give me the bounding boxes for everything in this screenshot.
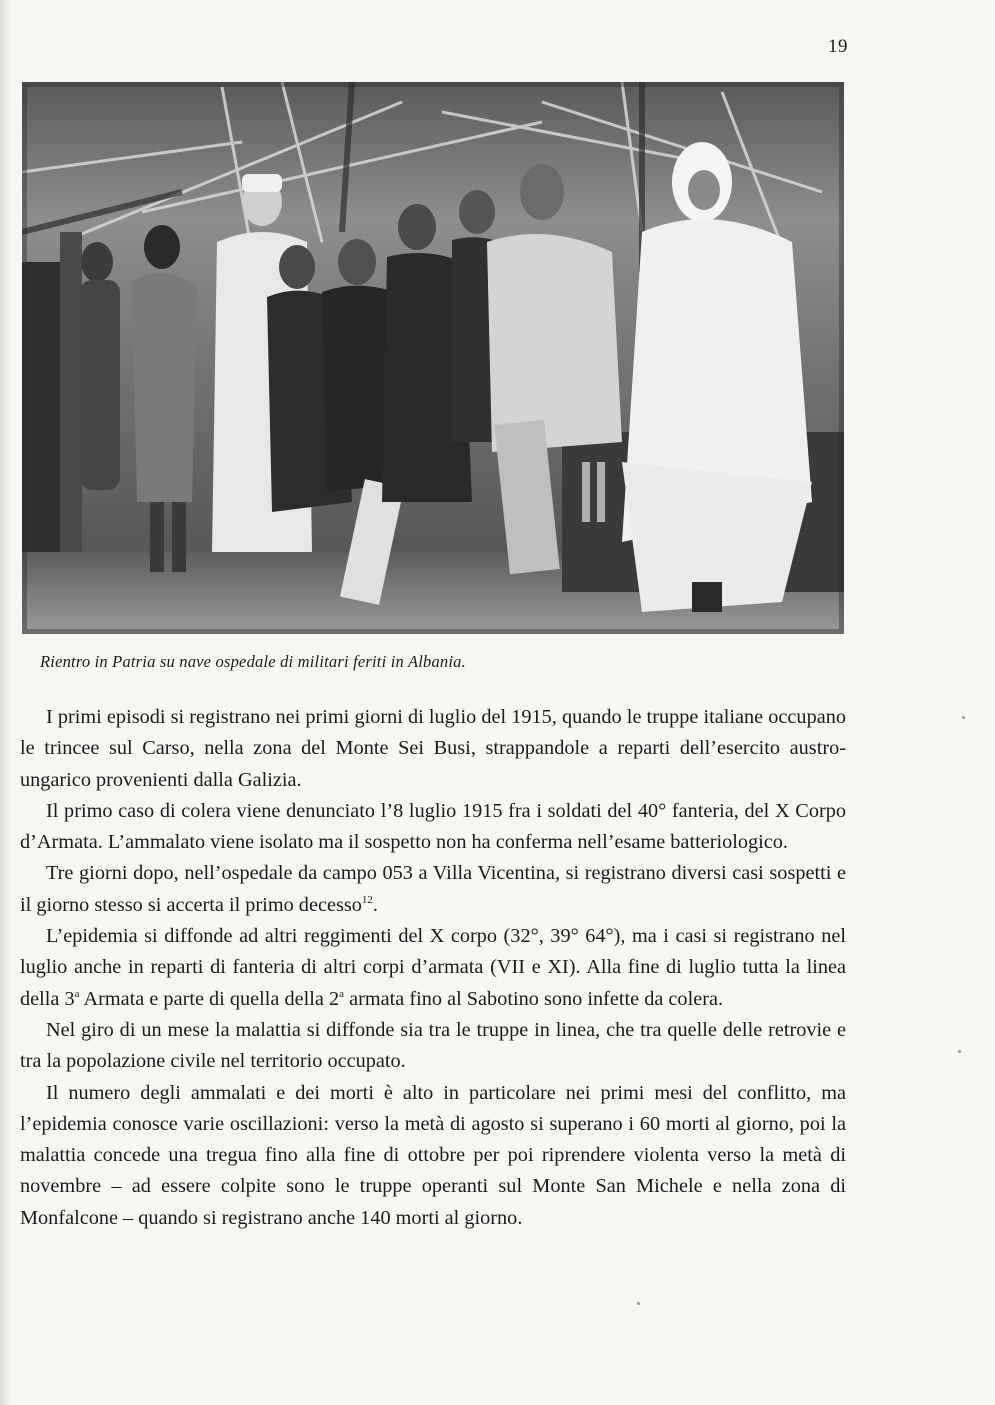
paragraph-3	[20, 858, 846, 921]
paragraph-6: Il numero degli ammalati e dei morti è alto in particolare nei primi mesi del conflitto, ma l’epidemia conosce varie oscillazioni: verso la metà di agosto si superano i 60 morti al giorno, poi la malattia concede una tregua fino alla fine di ottobre per poi riprendere violenta verso la metà di novembre – ad essere colpite sono le truppe operanti sul Monte San Michele e nella zona di Monfalcone – quando si registrano anche 140 morti al giorno.	[20, 1081, 846, 1229]
paragraph-5: Nel giro di un mese la malattia si diffonde sia tra le truppe in linea, che tra quelle delle retrovie e tra la popolazione civile nel territorio occupato.	[20, 1018, 846, 1073]
photo-illustration	[22, 82, 844, 634]
body-text	[20, 702, 846, 1234]
paragraph-4-text-c: armata fino al Sabotino sono infette da colera.	[344, 987, 724, 1010]
paragraph-4	[20, 921, 846, 1015]
scan-speck	[962, 716, 965, 719]
scan-speck	[637, 1302, 640, 1305]
paragraph-3-end: .	[372, 893, 378, 916]
scan-speck	[958, 1050, 961, 1053]
figure-caption: Rientro in Patria su nave ospedale di militari feriti in Albania.	[40, 652, 466, 671]
paragraph-1: I primi episodi si registrano nei primi giorni di luglio del 1915, quando le truppe italiane occupano le trincee sul Carso, nella zona del Monte Sei Busi, strappandole a reparti dell’esercito austro-ungarico provenienti dalla Galizia.	[20, 706, 846, 791]
paragraph-3-text: Tre giorni dopo, nell’ospedale da campo 053 a Villa Vicentina, si registrano diversi casi sospetti e il giorno stesso si accerta il primo decesso	[20, 862, 846, 916]
paragraph-4-text-a: L’epidemia si diffonde ad altri reggimenti del X corpo (32°, 39° 64°), ma i casi si registrano nel luglio anche in reparti di fanteria di altri corpi d’armata (VII e XI). Alla fine di luglio tutta la linea della 3	[20, 925, 846, 1010]
ordinal-superscript: a	[339, 987, 345, 1000]
historical-photograph	[22, 82, 844, 634]
page-number: 19	[828, 36, 848, 57]
ordinal-superscript: a	[74, 987, 80, 1000]
scan-edge-shadow	[0, 0, 10, 1405]
paragraph-2: Il primo caso di colera viene denunciato l’8 luglio 1915 fra i soldati del 40° fanteria, del X Corpo d’Armata. L’ammalato viene isolato ma il sospetto non ha conferma nell’esame batteriologico.	[20, 799, 846, 854]
footnote-reference-12: 12	[361, 894, 373, 907]
paragraph-4-text-b: Armata e parte di quella della 2	[79, 987, 340, 1010]
